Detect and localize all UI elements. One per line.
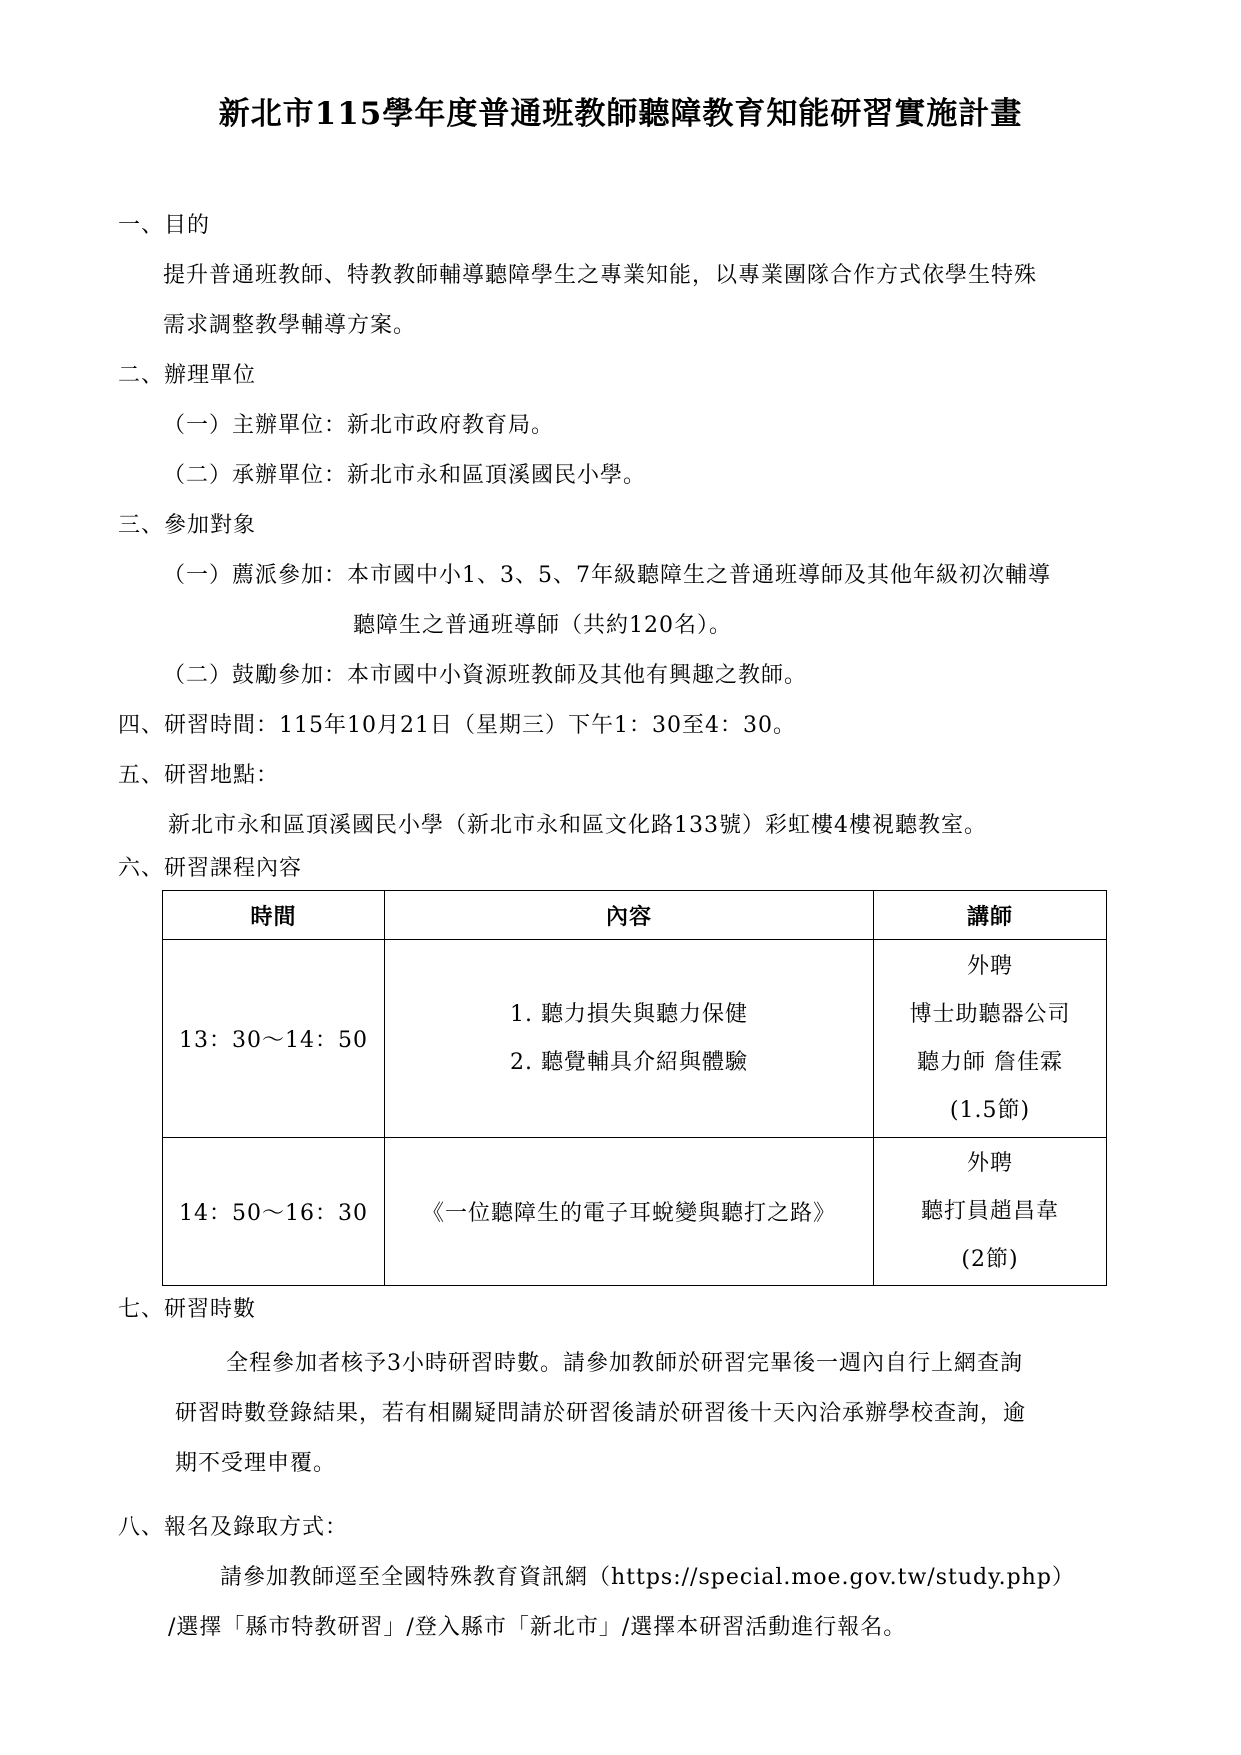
section-3-heading: 三、參加對象 (118, 513, 257, 538)
section-3-item-1-line-1: （一）薦派參加：本市國中小1、3、5、7年級聽障生之普通班導師及其他年級初次輔導 (163, 563, 1051, 588)
section-1-paragraph-line-1: 提升普通班教師、特教教師輔導聽障學生之專業知能，以專業團隊合作方式依學生特殊 (163, 263, 1038, 288)
section-8-paragraph-line-2: /選擇「縣市特教研習」/登入縣市「新北市」/選擇本研習活動進行報名。 (168, 1615, 907, 1640)
header-content: 內容 (385, 891, 874, 940)
row-2-speaker-line-1: 外聘 (966, 1150, 1013, 1176)
section-2-item-2: （二）承辦單位：新北市永和區頂溪國民小學。 (163, 463, 647, 488)
section-7-paragraph-line-2: 研習時數登錄結果，若有相關疑問請於研習後請於研習後十天內洽承辦學校查詢，逾 (175, 1401, 1027, 1426)
row-1-speaker (874, 940, 1107, 1138)
row-2-speaker (874, 1138, 1107, 1286)
row-1-speaker-line-4: (1.5節) (949, 1097, 1031, 1123)
section-2-heading: 二、辦理單位 (118, 363, 257, 388)
row-2-speaker-line-3: (2節) (961, 1246, 1019, 1272)
row-1-content-item-2: 2. 聽覺輔具介紹與體驗 (510, 1049, 748, 1075)
row-2-speaker-line-2: 聽打員趙昌韋 (920, 1198, 1059, 1224)
row-2-content: 《一位聽障生的電子耳蛻變與聽打之路》 (385, 1138, 874, 1286)
row-1-content-item-1: 1. 聽力損失與聽力保健 (510, 1001, 748, 1027)
row-1-speaker-line-1: 外聘 (966, 953, 1013, 979)
section-8-heading: 八、報名及錄取方式： (118, 1515, 349, 1540)
row-1-time: 13：30～14：50 (163, 940, 385, 1138)
section-3-item-2: （二）鼓勵參加：本市國中小資源班教師及其他有興趣之教師。 (163, 663, 808, 688)
section-7-paragraph-line-3: 期不受理申覆。 (175, 1451, 337, 1476)
row-2-time: 14：50～16：30 (163, 1138, 385, 1286)
section-5-heading: 五、研習地點： (118, 763, 280, 788)
table-header-row (163, 891, 1107, 940)
section-2-item-1: （一）主辦單位：新北市政府教育局。 (163, 413, 555, 438)
section-6-heading: 六、研習課程內容 (118, 856, 303, 881)
header-speaker: 講師 (874, 891, 1107, 940)
table-row (163, 940, 1107, 1138)
document-title: 新北市115學年度普通班教師聽障教育知能研習實施計畫 (218, 96, 1023, 132)
section-4-heading: 四、研習時間：115年10月21日（星期三）下午1：30至4：30。 (118, 713, 796, 738)
row-1-speaker-line-3: 聽力師 詹佳霖 (917, 1049, 1063, 1075)
header-time: 時間 (163, 891, 385, 940)
table-row (163, 1138, 1107, 1286)
section-8-paragraph-line-1: 請參加教師逕至全國特殊教育資訊網（https://special.moe.gov.tw/study.php） (220, 1565, 1075, 1590)
section-3-item-1-line-2: 聽障生之普通班導師（共約120名）。 (353, 613, 732, 638)
section-1-heading: 一、目的 (118, 213, 211, 238)
course-table (162, 890, 1107, 1286)
row-1-content (385, 940, 874, 1138)
section-7-heading: 七、研習時數 (118, 1297, 257, 1322)
section-5-location: 新北市永和區頂溪國民小學（新北市永和區文化路133號）彩虹樓4樓視聽教室。 (168, 813, 987, 838)
row-1-speaker-line-2: 博士助聽器公司 (909, 1001, 1071, 1027)
section-1-paragraph-line-2: 需求調整教學輔導方案。 (163, 313, 417, 338)
section-7-paragraph-line-1: 全程參加者核予3小時研習時數。請參加教師於研習完畢後一週內自行上網查詢 (226, 1351, 1023, 1376)
